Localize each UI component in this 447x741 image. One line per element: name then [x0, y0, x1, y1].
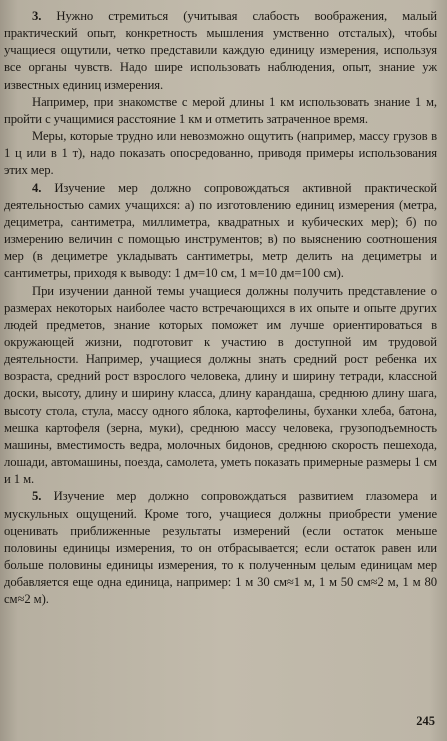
paragraph-text: Изучение мер должно сопровождаться развитием глазомера и мускульных ощущений. Кроме того, учащиеся должны приобрести умение оценивать приближенные результаты измерений (если остаток меньше половины единицы измерения, то он отбрасывается; если остаток равен или больше половины единицы измерения, то к полученным целым единицам мер добавляется еще одна единица, например: 1 м 30 см≈1 м, 1 м 50 см≈2 м, 1 м 80 см≈2 м).	[4, 489, 438, 607]
paragraph-4	[4, 180, 437, 283]
paragraph-sizes	[4, 283, 437, 489]
paragraph-indirect-measures	[4, 128, 437, 179]
item-number: 5.	[32, 489, 42, 504]
item-number: 4.	[32, 180, 42, 195]
paragraph-text: Меры, которые трудно или невозможно ощутить (например, массу грузов в 1 ц или в 1 т), надо показать опосредованно, приводя примеры использования этих мер.	[4, 129, 437, 178]
paragraph-5	[4, 488, 437, 608]
paragraph-text: Например, при знакомстве с мерой длины 1 км использовать знание 1 м, пройти с учащимися расстояние 1 км и отметить затраченное время.	[4, 94, 437, 126]
item-number: 3.	[32, 9, 42, 23]
paragraph-text: При изучении данной темы учащиеся должны получить представление о размерах некоторых наиболее часто встречающихся в их опыте и опыте других людей предметов, знание которых поможет им лучше ориентироваться в окружающей жизни, подготовит к участию в доступной им трудовой деятельности. Например, учащиеся должны знать средний рост ребенка их возраста, средний рост взрослого человека, длину и ширину тетради, классной доски, высоту, длину и ширину класса, длину карандаша, среднюю длину шага, высоту стола, стула, массу одного яблока, картофелины, буханки хлеба, батона, мешка картофеля (зерна, муки), среднюю массу человека, грузоподъемность машины, вместимость ведра, молочных бидонов, среднюю скорость пешехода, лошади, автомашины, поезда, самолета, уметь показать примерные размеры 1 см и 1 м.	[4, 283, 437, 487]
page-number: 245	[416, 714, 435, 728]
paragraph-example-km	[4, 94, 437, 128]
paragraph-3	[4, 8, 437, 94]
body-text	[4, 8, 437, 608]
paragraph-text: Нужно стремиться (учитывая слабость воображения, малый практический опыт, конкретность мышления умственно отсталых), чтобы учащиеся ощутили, четко представили каждую единицу измерения, используя все органы чувств. Надо шире использовать наблюдения, опыт, знание уж известных единиц измерения.	[4, 9, 437, 92]
paragraph-text: Изучение мер должно сопровождаться активной практической деятельностью самих учащихся: а) по изготовлению единиц измерения (метра, дециметра, сантиметра, миллиметра, квадратных и кубических мер); б) по измерению величин с помощью инструментов; в) по выяснению соотношения мер (в дециметре укладывать сантиметры, метр делить на дециметры и сантиметры, приходя к выводу: 1 дм=10 см, 1 м=10 дм=100 см).	[4, 180, 437, 281]
